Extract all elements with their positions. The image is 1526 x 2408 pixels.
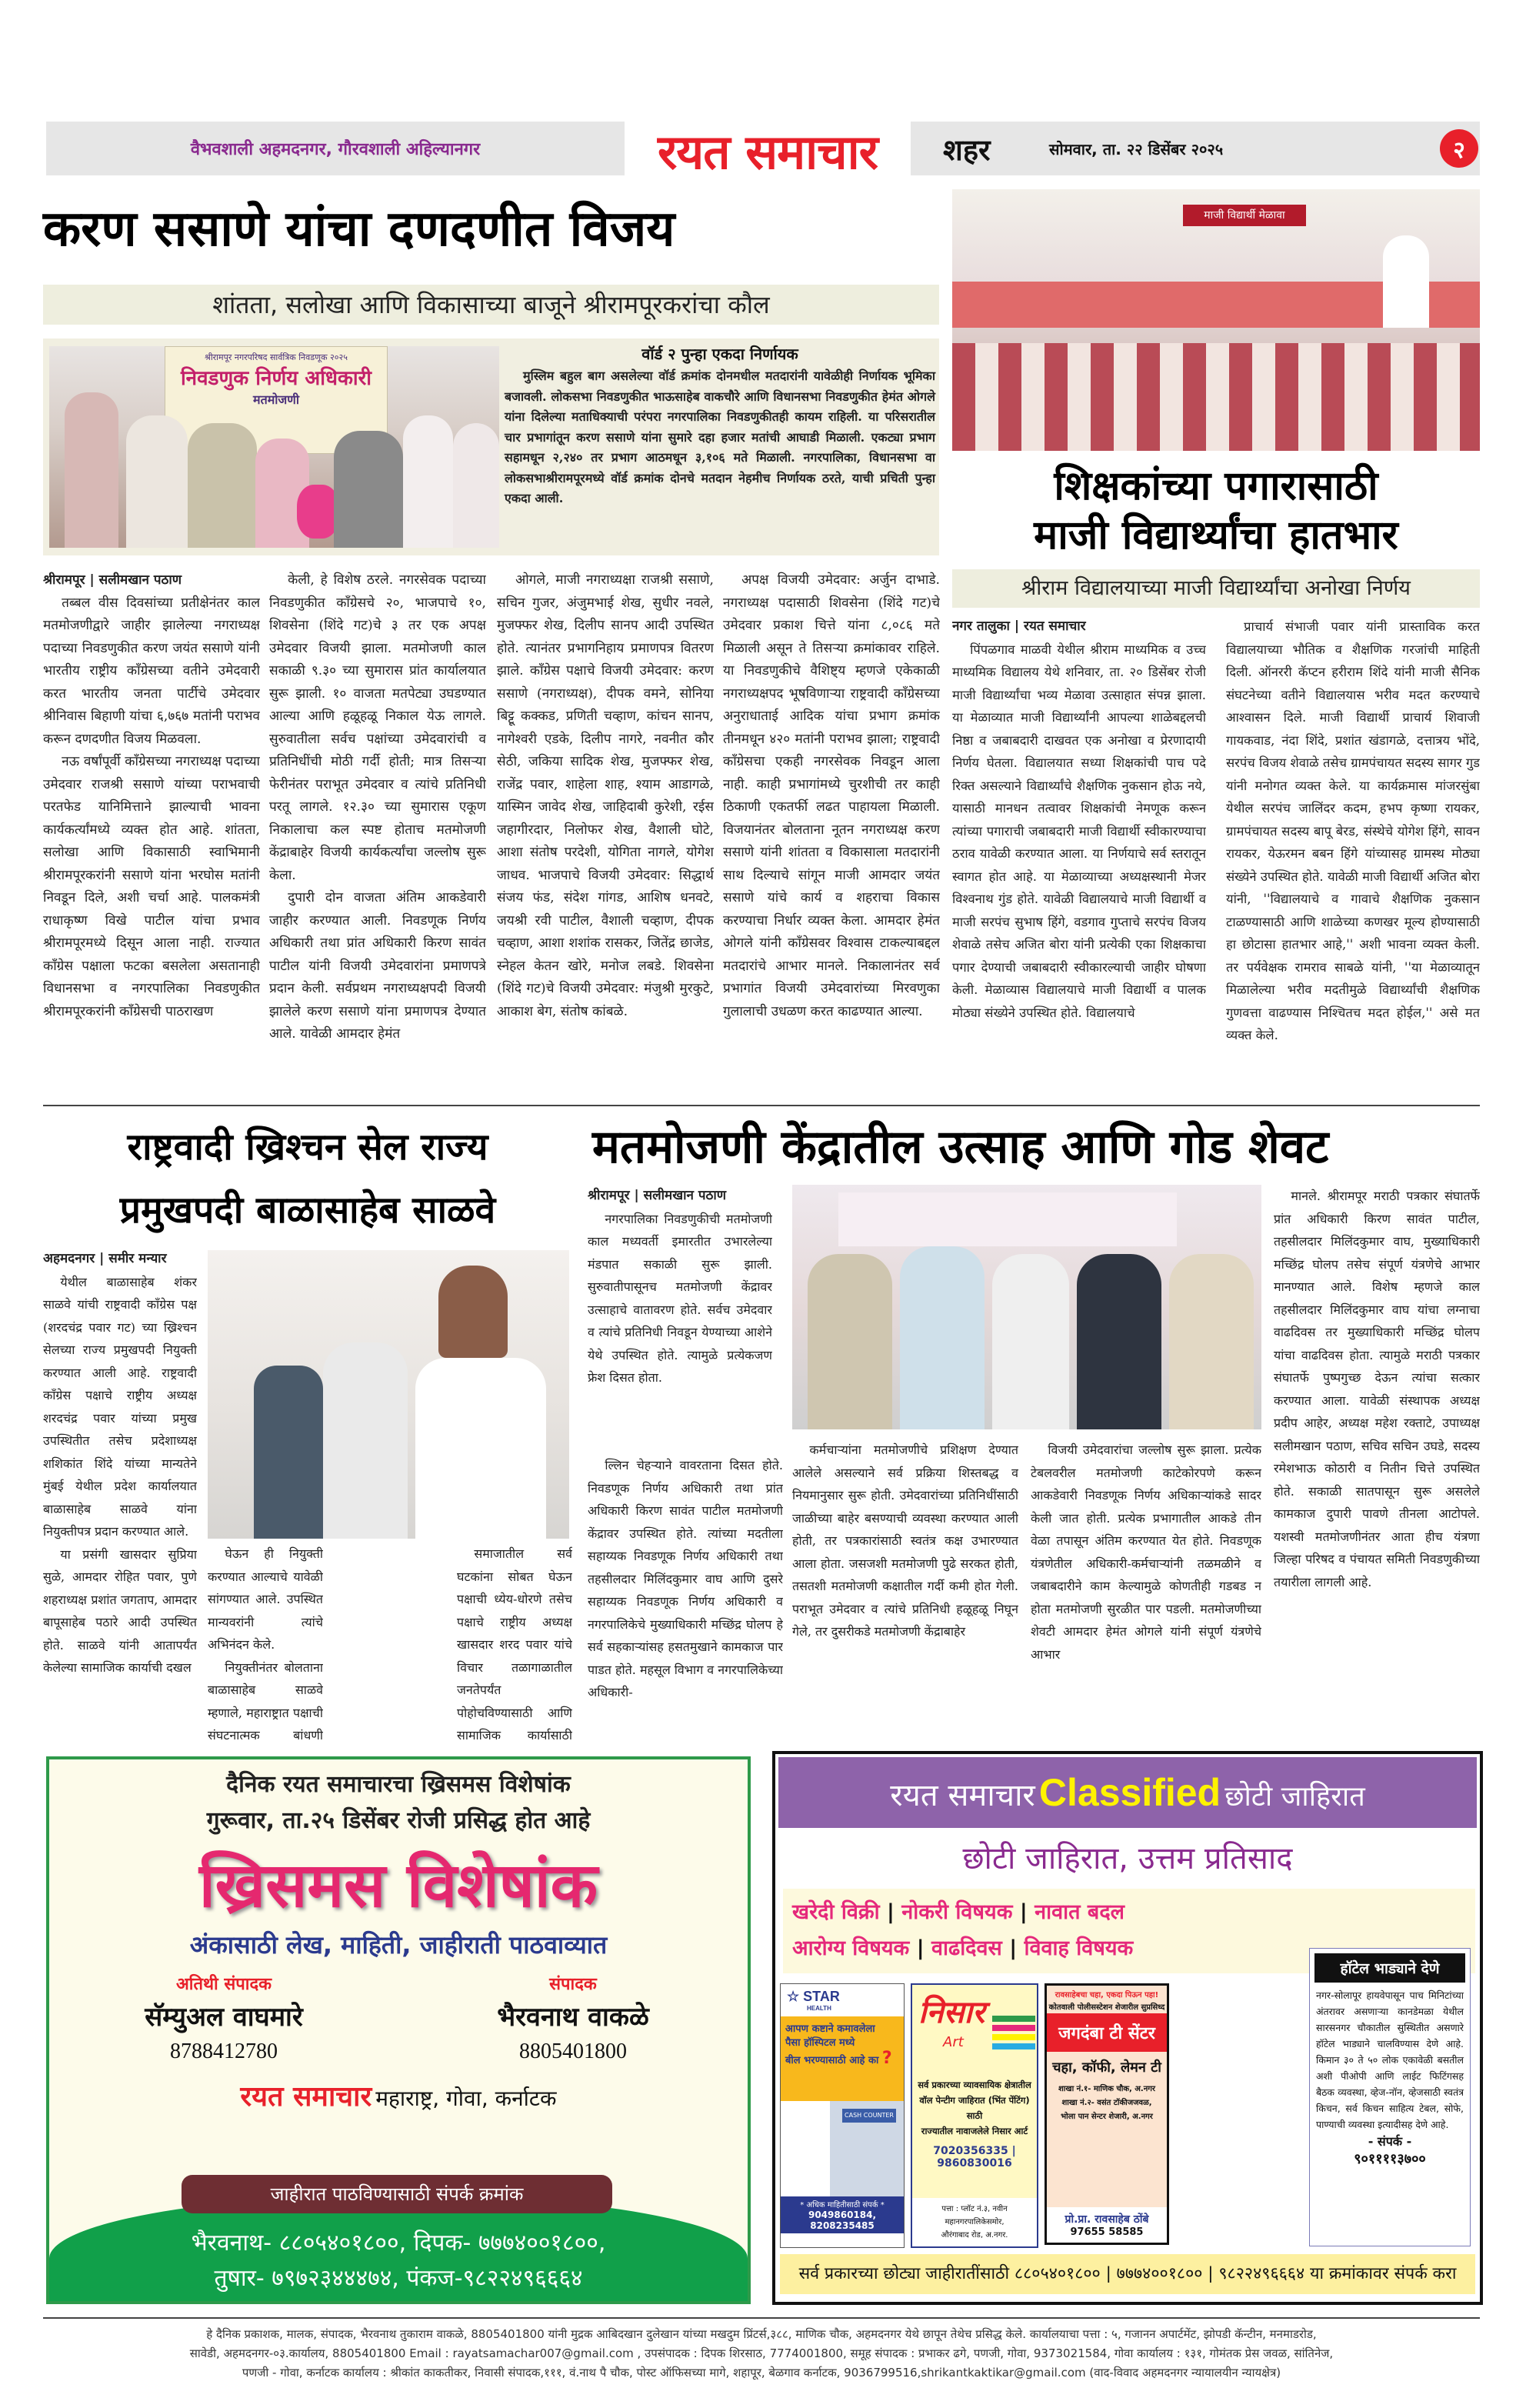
classified-banner-right: छोटी जाहिरात: [1224, 1781, 1365, 1813]
ncp-headline: [46, 1116, 569, 1242]
classified-banner-left: रयत समाचार: [890, 1778, 1035, 1813]
star-text-1: आपण कष्टाने कमावलेला: [785, 2023, 875, 2035]
photo-speaker: [1383, 235, 1429, 328]
paragraph: या प्रसंगी खासदार सुप्रिया सुळे, आमदार रोहित पवार, पुणे शहराध्यक्ष प्रशांत जगताप, आमदार बापूसाहेब पठारे आदी उपस्थित होते. साळवे यांनी आतापर्यंत केलेल्या सामाजिक कार्याची दखल: [43, 1546, 197, 1675]
separator: |: [887, 1900, 895, 1924]
tea-branch3: भोला पान सेन्टर शेजारी, अ.नगर: [1061, 2113, 1153, 2121]
tea-items: चहा, कॉफी, लेमन टी: [1052, 2059, 1161, 2076]
stripe: [992, 2025, 1035, 2031]
stripe: [992, 2034, 1035, 2040]
category-jobs[interactable]: नोकरी विषयक: [901, 1900, 1013, 1924]
school-byline: नगर तालुका | रयत समाचार: [952, 619, 1086, 634]
counting-col1-text: [588, 1208, 772, 1389]
lead-subheadline: शांतता, सलोखा आणि विकासाच्या बाजूने श्रीरामपूरकरांचा कौल: [43, 285, 939, 325]
question-mark-icon: ?: [881, 2049, 892, 2068]
counting-col3-text: [1031, 1439, 1261, 1666]
category-birthday[interactable]: वाढदिवस: [931, 1936, 1002, 1960]
counting-byline: श्रीरामपूर | सलीमखान पठाण: [588, 1188, 727, 1203]
photo-banner: [838, 1192, 1177, 1246]
category-health[interactable]: आरोग्य विषयक: [792, 1936, 910, 1960]
ncp-column-3: [457, 1543, 572, 1746]
lead-byline: श्रीरामपूर | सलीमखान पठाण: [43, 572, 182, 588]
photo-person: [438, 1266, 508, 1358]
editor-phone: 8805401800: [519, 2039, 627, 2063]
nisar-phones: 7020356335 | 9860830016: [933, 2145, 1016, 2170]
lead-col4-text: [723, 569, 940, 1023]
nisar-logo-text: निसार: [918, 1995, 985, 2030]
lead-col2-text: [269, 569, 486, 1046]
ad-line1: दैनिक रयत समाचारचा ख्रिसमस विशेषांक: [226, 1771, 571, 1798]
counting-column-1b: [588, 1454, 783, 1746]
paragraph: पिंपळगाव माळवी येथील श्रीराम माध्यमिक व उच्च माध्यमिक विद्यालय येथे शनिवार, ता. २० डिसेंबर रोजी माजी विद्यार्थ्यांचा भव्य मेळावा उत्साहात संपन्न झाला. या मेळाव्यात माजी विद्यार्थ्यांनी आपल्या शाळेबद्दलची निष्ठा व जबाबदारी दाखवत एक अनोखा व प्रेरणादायी निर्णय घेतला. विद्यालयात सध्या शिक्षकांची पाच पदे रिक्त असल्याने विद्यार्थ्यांचे शैक्षणिक नुकसान होऊ नये, यासाठी मानधन तत्वावर शिक्षकांची नेमणूक करून त्यांच्या पगाराची जबाबदारी माजी विद्यार्थी स्वीकारण्याचा ठराव यावेळी करण्यात आला. या निर्णयाचे सर्व स्तरातून स्वागत होत आहे. या मेळाव्याच्या अध्यक्षस्थानी मेजर विश्वनाथ गुंड होते. यावेळी विद्यालयाचे माजी विद्यार्थी व माजी सरपंच सुभाष हिंगे, वडगाव गुप्ताचे सरपंच विजय शेवाळे तसेच अजित बोरा यांनी प्रत्येकी एका शिक्षकाचा पगार देण्याची जबाबदारी स्वीकारल्याची जाहीर घोषणा केली. मेळाव्यास विद्यालयाचे माजी विद्यार्थी व पालक मोठ्या संख्येने उपस्थित होते. विद्यालयाचे: [952, 642, 1206, 1020]
school-photo: [952, 189, 1480, 451]
nisar-line2: वॉल पेन्टीग जाहिरात (भिंत पेंटिंग) साठी: [919, 2095, 1030, 2121]
box-text: मुस्लिम बहुल बाग असलेल्या वॉर्ड क्रमांक दोनमधील मतदारांनी यावेळीही निर्णायक भूमिका बजावली. लोकसभा निवडणुकीत भाऊसाहेब वाकचौरे आणि विधानसभा निवडणुकीत हेमंत ओगले यांना दिलेल्या मताधिक्याची परंपरा नगरपालिका निवडणुकीतही कायम राहिली. या परिसरातील चार प्रभागांतून करण ससाणे यांना सुमारे दहा हजार मतांची आघाडी मिळाली. एकट्या प्रभाग सहामधून २,२४० तर प्रभाग आठमधून ३,१०६ मते मिळाली. नगरपालिका, विधानसभा वा लोकसभाश्रीरामपूरमध्ये वॉर्ड क्रमांक दोनचे मतदान नेहमीच निर्णायक ठरते, याची प्रचिती पुन्हा एकदा आली.: [505, 369, 935, 505]
categories-row1: [783, 1889, 1475, 1925]
lead-column-1: [43, 569, 260, 1073]
paragraph: दुपारी दोन वाजता अंतिम आकडेवारी जाहीर करण्यात आली. निवडणूक निर्णय अधिकारी तथा प्रांत अधिकारी किरण सावंत पाटील यांनी विजयी उमेदवारांना प्रमाणपत्रे प्रदान केली. सर्वप्रथम नगराध्यक्षपदी विजयी झालेले करण ससाणे यांना प्रमाणपत्र देण्यात आले. यावेळी आमदार हेमंत: [269, 890, 486, 1042]
classified-bottom-strip: सर्व प्रकारच्या छोट्या जाहीरातींसाठी ८८०५४०१८०० | ७७७४००१८०० | ९८२२४९६६६४ या क्रमांकावर संपर्क करा: [780, 2254, 1475, 2294]
nisar-address: [912, 2198, 1037, 2246]
school-col1-text: [952, 639, 1206, 1025]
tea-branches: [1047, 2083, 1167, 2124]
guest-editor-name: सॅम्युअल वाघमारे: [145, 2002, 303, 2033]
masthead-right-bar: [911, 122, 1480, 175]
nisar-line3: राज्यातील नावाजलेले निसार आर्ट: [921, 2126, 1028, 2136]
counting-column-3: [1031, 1439, 1261, 1746]
guest-editor: [78, 1972, 370, 2064]
paragraph: विजयी उमेदवारांचा जल्लोष सुरू झाला. प्रत्येक टेबलवरील मतमोजणी काटेकोरपणे करून आकडेवारी निवडणूक निर्णय अधिकाऱ्यांकडे सादर केली जात होती. प्रत्येक प्रभागातील आकडे तीन वेळा तपासून अंतिम करण्यात येत होते. निवडणूक यंत्रणेतील अधिकारी-कर्मचाऱ्यांनी तळमळीने व जबाबदारीने काम केल्यामुळे कोणतीही गडबड न होता मतमोजणी सुरळीत पार पडली. मतमोजणीच्या शेवटी आमदार हेमंत ओगले यांनी संपूर्ण यंत्रणेचे आभार: [1031, 1442, 1261, 1662]
paragraph: येथील बाळासाहेब शंकर साळवे यांची राष्ट्रवादी काँग्रेस पक्ष (शरदचंद्र पवार गट) च्या ख्रिश्चन सेलच्या राज्य प्रमुखपदी नियुक्ती करण्यात आली आहे. राष्ट्रवादी काँग्रेस पक्षाचे राष्ट्रीय अध्यक्ष शरदचंद्र पवार यांच्या प्रमुख उपस्थितीत तसेच प्रदेशाध्यक्ष शशिकांत शिंदे यांच्या मान्यतेने मुंबई येथील प्रदेश कार्यालयात बाळासाहेब साळवे यांना नियुक्तीपत्र प्रदान करण्यात आले.: [43, 1274, 197, 1539]
ad-contacts-line1: भैरवनाथ- ८८०५४०१८००, दिपक- ७७७४००१८००,: [191, 2230, 606, 2256]
tea-owner-box: [1047, 2207, 1167, 2243]
photo-person: [126, 415, 188, 548]
school-headline-line1: शिक्षकांच्या पगारासाठी: [1054, 463, 1378, 509]
tea-branch2: शाखा नं.२- वसंत टॉकीजजवळ,: [1061, 2099, 1152, 2107]
ncp-byline: अहमदनगर | समीर मन्यार: [43, 1251, 167, 1266]
star-logo: [781, 1984, 904, 2016]
ncp-headline-line1: राष्ट्रवादी ख्रिश्चन सेल राज्य: [127, 1126, 488, 1169]
photo-person: [808, 1254, 892, 1429]
star-health-ad: [780, 1983, 905, 2248]
photo-person: [188, 423, 257, 548]
editor-name: भैरवनाथ वाकळे: [497, 2002, 649, 2033]
hotel-phone: ९०११११३७००: [1354, 2151, 1426, 2167]
christmas-ad: [46, 1756, 751, 2304]
tea-name: जगदंबा टी सेंटर: [1047, 2013, 1167, 2052]
star-brand: STAR: [803, 1989, 840, 2004]
counting-col4-text: [1274, 1185, 1480, 1593]
lead-headline: करण ससाणे यांचा दणदणीत विजय: [43, 201, 675, 258]
counting-col2-text: [792, 1439, 1018, 1643]
tea-branch1: शाखा नं.१- माणिक चौक, अ.नगर: [1058, 2085, 1155, 2093]
photo-person: [1077, 1254, 1161, 1429]
stripe: [992, 2016, 1035, 2022]
star-photo: [781, 2101, 904, 2196]
lead-column-4: [723, 569, 940, 1073]
counting-column-4: [1274, 1185, 1480, 1746]
ad-brand: रयत समाचार: [240, 2081, 372, 2113]
imprint-line3: पणजी - गोवा, कर्नाटक कार्यालय : श्रीकांत काकतीकर, निवासी संपादक,१११, वं.नाथ पै चौक, पोस्ट ऑफिसच्या मागे, शहापूर, बेळगाव कर्नाटक, 9036799516,shrikantkaktikar@gmail.com (वाद-विवाद अहमदनगर न्यायालयीन न्यायक्षेत्र): [242, 2366, 1281, 2380]
nisar-address1: पत्ता : प्लॉट नं.३, नवीन महानगरपालिकेसमोर,: [941, 2205, 1008, 2226]
paragraph: ओगले, माजी नगराध्यक्षा राजश्री ससाणे, सचिन गुजर, अंजुमभाई शेख, सुधीर नवले, मुजफ्फर शेख, दिलीप सानप आदी उपस्थित होते. त्यानंतर प्रभागनिहाय प्रमाणपत्र वितरण झाले. काँग्रेस पक्षाचे विजयी उमेदवार: करण ससाणे (नगराध्यक्ष), दीपक वमने, सोनिया बिट्टू कक्कड, प्रणिती चव्हाण, कांचन सानप, नागेश्वरी एडके, दिलीप नागरे, नवनीत कौर सेठी, जकिया सादिक शेख, मुजफ्फर शेख, राजेंद्र पवार, शाहेला शाह, श्याम आडागळे, यास्मिन जावेद शेख, जाहिदाबी कुरेशी, रईस जहागीरदार, निलोफर शेख, वैशाली घोटे, आशा संतोष परदेशी, योगिता नागले, योगेश जाधव. भाजपाचे विजयी उमेदवार: सिद्धार्थ संजय फंड, संदेश गांगड, आशिष धनवटे, जयश्री रवी पाटील, वैशाली चव्हाण, दीपक चव्हाण, आशा शशांक रासकर, जितेंद्र छाजेड, स्नेहल केतन खोरे, मनोज लबडे. शिवसेना (शिंदे गट)चे विजयी उमेदवार: मंजुश्री मुरकुटे, आकाश बेग, संतोष कांबळे.: [497, 572, 714, 1019]
star-text-2: पैसा हॉस्पिटल मध्ये: [785, 2037, 855, 2049]
ad-contact-label: जाहीरात पाठविण्यासाठी संपर्क क्रमांक: [182, 2175, 612, 2213]
separator: |: [916, 1936, 925, 1960]
photo-person: [992, 1254, 1069, 1429]
box-title: वॉर्ड २ पुन्हा एकदा निर्णायक: [641, 345, 798, 363]
ncp-col1-text: [43, 1271, 197, 1679]
photo-audience: [952, 343, 1480, 451]
photo-banner-line1: श्रीरामपूर नगरपरिषद सार्वत्रिक निवडणूक २०२५: [205, 352, 348, 362]
ncp-column-1: [43, 1248, 197, 1748]
classified-banner-mid: Classified: [1038, 1771, 1221, 1814]
paragraph: कर्मचाऱ्यांना मतमोजणीचे प्रशिक्षण देण्यात आलेले असल्याने सर्व प्रक्रिया शिस्तबद्ध व नियमानुसार सुरू होती. उमेदवारांच्या प्रतिनिधींसाठी जाळीच्या बाहेर बसण्याची व्यवस्था करण्यात आली होती, तर पत्रकारांसाठी स्वतंत्र कक्ष उभारण्यात आला होता. जसजशी मतमोजणी पुढे सरकत होती, तसतशी मतमोजणी कक्षातील गर्दी कमी होत गेली. पराभूत उमेदवार व त्यांचे प्रतिनिधी हळूहळू निघून गेले, तर दुसरीकडे मतमोजणी केंद्राबाहेर: [792, 1442, 1018, 1639]
separator: |: [1009, 1936, 1018, 1960]
lead-col3-text: [497, 569, 714, 1023]
counting-photo: [792, 1185, 1261, 1429]
star-brand-sub: HEALTH: [807, 2005, 831, 2012]
photo-person: [323, 1342, 408, 1539]
lead-col1-text: [43, 592, 260, 1024]
nisar-logo: [912, 1985, 1037, 2077]
guest-editor-label: अतिथी संपादक: [175, 1975, 272, 1994]
imprint-line2: सावेडी, अहमदनगर-०३.कार्यालय, 8805401800 Email : rayatsamachar007@gmail.com , उपसंपादक : दिपक शिरसाठ, 7774001800, समूह संपादक : प्रभाकर ढगे, पणजी, गोवा, 9373021584, गोवा कार्यालय : १३१, गोमंतक प्रेस जवळ, सांतिनेज,: [189, 2346, 1334, 2360]
ad-brand-line: [49, 2076, 748, 2114]
imprint: [46, 2325, 1477, 2383]
ncp-col2-text: [208, 1543, 323, 1746]
school-subheadline: श्रीराम विद्यालयाच्या माजी विद्यार्थ्यांचा अनोखा निर्णय: [952, 569, 1480, 608]
ad-editors: [49, 1972, 748, 2064]
paragraph: समाजातील सर्व घटकांना सोबत घेऊन पक्षाची ध्येय-धोरणे तसेच पक्षाचे राष्ट्रीय अध्यक्ष खासदार शरद पवार यांचे विचार तळागाळातील जनतेपर्यंत पोहोचविण्यासाठी आणि सामाजिक कार्यासाठी: [457, 1546, 572, 1743]
lead-photo-box: [43, 339, 939, 555]
paragraph: नगरपालिका निवडणुकीची मतमोजणी काल मध्यवर्ती इमारतीत उभारलेल्या मंडपात सकाळी सुरू झाली. सुरुवातीपासूनच मतमोजणी केंद्रावर उत्साहाचे वातावरण होते. सर्वच उमेदवार व त्यांचे प्रतिनिधी निवडून येण्याच्या आशेने येथे उपस्थित होते. त्यामुळे प्रत्येकजण फ्रेश दिसत होता.: [588, 1211, 772, 1385]
nisar-art-ad: [911, 1983, 1038, 2248]
masthead-tagline: वैभवशाली अहमदनगर, गौरवशाली अहिल्यानगर: [190, 140, 481, 159]
classified-banner: [778, 1757, 1477, 1828]
photo-person: [254, 1366, 323, 1539]
footer-divider: [43, 2317, 1480, 2319]
photo-banner-line2: निवडणुक निर्णय अधिकारी: [180, 367, 372, 390]
hotel-contact-label: - संपर्क -: [1368, 2134, 1412, 2149]
ad-title: ख्रिसमस विशेषांक: [198, 1849, 598, 1921]
counting-column-1: [588, 1185, 772, 1452]
nisar-address2: औरंगाबाद रोड, अ.नगर.: [941, 2231, 1008, 2240]
imprint-line1: हे दैनिक प्रकाशक, मालक, संपादक, भैरवनाथ तुकाराम वाकळे, 8805401800 यांनी मुद्रक आबिदखान दुलेखान यांच्या मखदुम प्रिंटर्स,३८८, माणिक चौक, अहमदनगर येथे छापून तेथेच प्रसिद्ध केले. कार्यालयाचा पत्ता : ५, गजानन अपार्टमेंट, झोपडी कॅन्टीन, मनमाडरोड,: [206, 2327, 1317, 2341]
masthead-title: रयत समाचार: [657, 124, 878, 180]
star-icon: ☆: [787, 1989, 800, 2004]
ad-regions: महाराष्ट्र, गोवा, कर्नाटक: [375, 2086, 557, 2111]
lead-column-2: [269, 569, 486, 1073]
classified-slogan: छोटी जाहिरात, उत्तम प्रतिसाद: [962, 1841, 1293, 1876]
school-column-1: [952, 615, 1206, 1074]
hotel-title: हॉटेल भाड्याने देणे: [1314, 1953, 1465, 1983]
nisar-text: [912, 2077, 1037, 2139]
ncp-col3-text: [457, 1543, 572, 1746]
tea-landmark: कोतवाली पोलीसस्टेशन शेजारील सुप्रसिध्द: [1048, 2003, 1165, 2012]
tea-owner: प्रो.प्रा. रावसाहेब ठोंबे: [1065, 2213, 1149, 2226]
ad-contacts-line2: तुषार- ७९७२३४४४७४, पंकज-९८२२४९६६६४: [214, 2265, 583, 2292]
school-col2-text: [1226, 615, 1480, 1047]
paragraph: मानले. श्रीरामपूर मराठी पत्रकार संघातर्फे प्रांत अधिकारी किरण सावंत पाटील, तहसीलदार मिलिंदकुमार वाघ, मुख्याधिकारी मच्छिंद्र घोलप तसेच संपूर्ण यंत्रणेचे आभार मानण्यात आले. विशेष म्हणजे काल तहसीलदार मिलिंदकुमार वाघ यांचा लग्नाचा वाढदिवस तर मुख्याधिकारी मच्छिंद्र घोलप यांचा वाढदिवस होता. त्यामुळे मराठी पत्रकार संघातर्फे पुष्पगुच्छ देऊन त्यांचा सत्कार करण्यात आला. यावेळी संस्थापक अध्यक्ष प्रदीप आहेर, अध्यक्ष महेश रक्ताटे, उपाध्यक्ष सलीमखान पठाण, सचिव सचिन उघडे, सदस्य रमेशभाऊ कोठारी व नितीन चित्ते उपस्थित होते. सकाळी सातपासून सुरू असलेले कामकाज दुपारी पावणे तीनला आटोपले. यशस्वी मतमोजणीनंतर आता हीच यंत्रणा जिल्हा परिषद व पंचायत समिती निवडणुकीच्या तयारीला लागली आहे.: [1274, 1189, 1480, 1589]
star-contact: [781, 2196, 904, 2233]
guest-editor-phone: 8788412780: [170, 2039, 278, 2063]
editor-label: संपादक: [549, 1975, 597, 1994]
counting-column-2: [792, 1439, 1018, 1746]
star-phones: 9049860184, 8208235485: [808, 2210, 877, 2231]
nisar-line1: सर्व प्रकारच्या व्यावसायिक क्षेत्रातील: [918, 2079, 1031, 2090]
photo-person: [1169, 1254, 1254, 1429]
paragraph: तब्बल वीस दिवसांच्या प्रतीक्षेनंतर काल मतमोजणीद्वारे जाहीर झालेल्या नगराध्यक्ष पदाच्या निवडणुकीत करण जयंत ससाणे यांनी भारतीय राष्ट्रीय काँग्रेसच्या वतीने उमेदवारी करत भारतीय जनता पार्टीचे उमेदवार श्रीनिवास बिहाणी यांचा ६,७६७ मतांनी पराभव करून दणदणीत विजय मिळवला.: [43, 595, 260, 747]
photo-person: [900, 1246, 985, 1429]
paragraph: प्राचार्य संभाजी पवार यांनी प्रास्ताविक करत विद्यालयाच्या भौतिक व शैक्षणिक गरजांची माहिती दिली. ऑनररी कॅप्टन हरीराम शिंदे यांनी माजी सैनिक संघटनेच्या वतीने विद्यालयास भरीव मदत करण्याचे आश्वासन दिले. माजी विद्यार्थी प्राचार्य शिवाजी गायकवाड, नंदा शिंदे, प्रशांत खंडागळे, दत्तात्रय भोंदे, सरपंच विजय शेवाळे तसेच ग्रामपंचायत सदस्य सागर गुड यांनी मनोगत व्यक्त केले. या कार्यक्रमास मांजरसुंबा येथील सरपंच जालिंदर कदम, हभप कृष्णा रायकर, ग्रामपंचायत सदस्य बापू बेरड, संस्थेचे योगेश हिंगे, सावन रायकर, येऊरमन बबन हिंगे यांच्यासह ग्रामस्थ मोठ्या संख्येने उपस्थित होते. यावेळी माजी विद्यार्थी अजित बोरा यांनी, ''विद्यालयाचे व गावाचे शैक्षणिक नुकसान टाळण्यासाठी आणि शाळेच्या कणखर मूल्य होण्यासाठी हा छोटासा हातभार आहे,'' अशी भावना व्यक्त केली. तर पर्यवेक्षक रामराव साबळे यांनी, ''या मेळाव्यातून मिळालेल्या भरीव मदतीमुळे विद्यार्थ्यांची शैक्षणिक गुणवत्ता वाढण्यास निश्चितच मदत होईल,'' असे मत व्यक्त केले.: [1226, 619, 1480, 1042]
classified-ad: [772, 1751, 1483, 2305]
lead-photo: [49, 346, 499, 548]
cash-counter-sign: CASH COUNTER: [842, 2109, 896, 2123]
school-photo-banner: माजी विद्यार्थी मेळावा: [1183, 205, 1306, 226]
ncp-photo: [208, 1250, 569, 1539]
editor: [427, 1972, 719, 2064]
school-headline-line2: माजी विद्यार्थ्यांचा हातभार: [1034, 512, 1398, 559]
category-name-change[interactable]: नावात बदल: [1035, 1900, 1125, 1924]
school-headline: [952, 462, 1480, 560]
ncp-column-2: [208, 1543, 323, 1746]
tea-tagline: रावसाहेबचा चहा, एकदा पिऊन पहा!: [1055, 1991, 1159, 1999]
paragraph: नऊ वर्षांपूर्वी काँग्रेसच्या नगराध्यक्ष पदाच्या उमेदवार राजश्री ससाणे यांच्या पराभवाची परतफेड यानिमित्ताने झाल्याची भावना कार्यकर्त्यांमध्ये व्यक्त होत आहे. शांतता, सलोखा आणि विकासाठी स्वाभिमानी श्रीरामपूरकरांनी ससाणे यांना भरघोस मतांनी निवडून दिले, अशी चर्चा आहे. पालकमंत्री राधाकृष्ण विखे पाटील यांचा प्रभाव श्रीरामपूरमध्ये दिसून आला नाही. राज्यात काँग्रेस पक्षाला फटका बसलेला असतानाही विधानसभा व नगरपालिका निवडणुकीत श्रीरामपूरकरांनी काँग्रेसची पाठराखण: [43, 754, 260, 1019]
stripe: [992, 2043, 1035, 2049]
paragraph: ल्लिन चेहऱ्याने वावरताना दिसत होते. निवडणूक निर्णय अधिकारी तथा प्रांत अधिकारी किरण सावंत पाटील मतमोजणी केंद्रावर उपस्थित होते. त्यांच्या मदतीला सहाय्यक निवडणूक निर्णय अधिकारी तथा तहसीलदार मिलिंदकुमार वाघ आणि दुसरे सहाय्यक निवडणूक निर्णय अधिकारी व नगरपालिकेचे मुख्याधिकारी मच्छिंद्र घोलप हे सर्व सहकाऱ्यांसह हसतमुखाने कामकाज पार पाडत होते. महसूल विभाग व नगरपालिकेच्या अधिकारी-: [588, 1458, 783, 1699]
school-column-2: [1226, 615, 1480, 1074]
category-marriage[interactable]: विवाह विषयक: [1024, 1936, 1134, 1960]
counting-headline: मतमोजणी केंद्रातील उत्साह आणि गोड शेवट: [592, 1120, 1329, 1174]
counting-col1b-text: [588, 1454, 783, 1704]
photo-banner-line3: मतमोजणी: [253, 392, 299, 407]
lead-column-3: [497, 569, 714, 1073]
star-text-3: [785, 2049, 899, 2068]
star-question: [781, 2016, 904, 2101]
photo-person: [334, 431, 403, 548]
star-text-3-label: बील भरण्यासाठी आहे का: [785, 2055, 879, 2066]
photo-person: [415, 1358, 546, 1539]
ad-line2: गुरूवार, ता.२५ डिसेंबर रोजी प्रसिद्ध होत आहे: [206, 1807, 591, 1834]
tea-phone: 97655 58585: [1070, 2226, 1144, 2238]
masthead-tagline-bar: [46, 122, 625, 175]
tea-center-ad: [1045, 1983, 1169, 2245]
paragraph: घेऊन ही नियुक्ती करण्यात आल्याचे यावेळी सांगण्यात आले. उपस्थित मान्यवरांनी त्यांचे अभिनंदन केले.: [208, 1546, 323, 1652]
section-label: शहर: [943, 133, 991, 167]
photo-person: [65, 392, 118, 548]
paragraph: अपक्ष विजयी उमेदवार: अर्जुन दाभाडे. नगराध्यक्ष पदासाठी शिवसेना (शिंदे गट)चे उमेदवार प्रकाश चित्ते यांना ८,०८६ मते मिळाली असून ते तिसऱ्या क्रमांकावर राहिले. या निवडणुकीचे वैशिष्ट्य म्हणजे एकेकाळी नगराध्यक्षपद भूषविणाऱ्या राष्ट्रवादी काँग्रेसच्या अनुराधाताई आदिक यांचा प्रभाग क्रमांक तीनमधून ४२० मतांनी पराभव झाला; राष्ट्रवादी काँग्रेसचा एकही नगरसेवक निवडून आला नाही. काही प्रभागांमध्ये चुरशीची तर काही ठिकाणी एकतर्फी लढत पाहायला मिळाली. विजयानंतर बोलताना नूतन नगराध्यक्ष करण ससाणे यांनी शांतता व विकासाला मतदारांनी साथ दिल्याचे सांगून माजी आमदार जयंत ससाणे यांचे कार्य व शहराचा विकास करण्याचा निर्धार व्यक्त केला. आमदार हेमंत ओगले यांनी काँग्रेसवर विश्वास टाकल्याबद्दल मतदारांचे आभार मानले. निकालानंतर सर्व प्रभागांत विजयी उमेदवारांच्या मिरवणुका गुलालाची उधळण करत काढण्यात आल्या.: [723, 572, 940, 1019]
ad-invite: अंकासाठी लेख, माहिती, जाहीराती पाठवाव्यात: [189, 1930, 608, 1959]
section-divider: [43, 1105, 1480, 1106]
issue-date: सोमवार, ता. २२ डिसेंबर २०२५: [1049, 140, 1224, 158]
hotel-ad: [1309, 1948, 1471, 2246]
paragraph: नियुक्तीनंतर बोलताना बाळासाहेब साळवे म्हणाले, महाराष्ट्रात पक्षाची संघटनात्मक बांधणी: [208, 1659, 323, 1743]
paragraph: केली, हे विशेष ठरले. नगरसेवक पदाच्या निवडणुकीत काँग्रेसचे २०, भाजपाचे १०, शिवसेना (शिंदे गट)चे ३ तर एक अपक्ष उमेदवार विजयी झाला. मतमोजणी काल सकाळी ९.३० च्या सुमारास प्रांत कार्यालयात सुरू झाली. १० वाजता मतपेट्या उघडण्यात आल्या आणि हळूहळू निकाल येऊ लागले. सुरुवातीला सर्वच पक्षांच्या उमेदवारांची व प्रतिनिधींची मोठी गर्दी होती; मात्र तिसऱ्या फेरीनंतर पराभूत उमेदवार व त्यांचे प्रतिनिधी परतू लागले. १२.३० च्या सुमारास एकूण निकालाचा कल स्पष्ट होताच मतमोजणी केंद्राबाहेर विजयी कार्यकर्त्यांचा जल्लोष सुरू केला.: [269, 572, 486, 883]
ncp-headline-line2: प्रमुखपदी बाळासाहेब साळवे: [119, 1189, 496, 1232]
hotel-text: नगर-सोलापूर हायवेपासून पाच मिनिटांच्या अंतरावर असणाऱ्या कानडेमळा येथील सारसनगर चौकातील सुस्थितीत असणारे हॉटेल भाड्याने चालविण्यास देणे आहे. किमान ३० ते ५० लोक एकावेळी बसतील अशी पीओपी आणि लाईट फिटिंगसह बैठक व्यवस्था, व्हेज-नॉन, व्हेजसाठी स्वतंत्र किचन, सर्व किचन साहित्य टेबल, सोफे, पाण्याची व्यवस्था इत्यादीसह देणे आहे.: [1316, 1989, 1464, 2130]
photo-person: [453, 423, 499, 548]
page-number: २: [1440, 129, 1478, 168]
category-buy-sell[interactable]: खरेदी विक्री: [792, 1900, 880, 1924]
photo-bouquet: [297, 485, 339, 539]
star-info-label: * अधिक माहितीसाठी संपर्क *: [800, 2201, 885, 2210]
separator: |: [1019, 1900, 1028, 1924]
nisar-logo-sub: Art: [943, 2034, 964, 2050]
photo-person: [403, 415, 453, 548]
